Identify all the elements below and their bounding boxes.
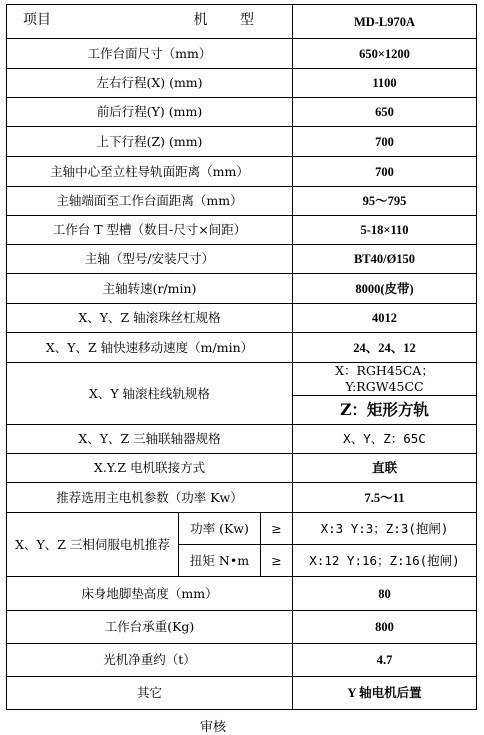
- coupling-value: X、Y、Z：65C: [293, 425, 477, 454]
- header-label-cell: [7, 5, 293, 39]
- servo-label: X、Y、Z 三相伺服电机推荐: [7, 513, 179, 577]
- guide-rail-row: [7, 363, 477, 396]
- row-label: 工作台面尺寸（mm）: [7, 39, 293, 69]
- connection-value: 直联: [293, 454, 477, 483]
- row-value: 95～795: [293, 187, 477, 216]
- table-row: [7, 157, 477, 187]
- row-label: 左右行程(X) (mm): [7, 69, 293, 98]
- spec-table: [6, 4, 477, 710]
- spindle-motor-label: 推荐选用主电机参数（功率 Kw）: [7, 483, 293, 513]
- guide-rail-value-z: Z：矩形方轨: [293, 396, 477, 425]
- guide-rail-value-xy: X：RGH45CA；Y:RGW45CC: [293, 363, 477, 396]
- row-label: 上下行程(Z) (mm): [7, 127, 293, 157]
- row-value: 24、24、12: [293, 333, 477, 363]
- row-value: 80: [293, 577, 477, 611]
- table-row: [7, 425, 477, 454]
- row-label: 其它: [7, 677, 293, 710]
- row-value: BT40/Ø150: [293, 245, 477, 274]
- row-label: 主轴转速(r/min): [7, 274, 293, 304]
- table-row: [7, 333, 477, 363]
- servo-torque-value: X:12 Y:16；Z:16(抱闸): [293, 545, 477, 577]
- row-label: X、Y、Z 轴滚珠丝杠规格: [7, 304, 293, 333]
- row-label: X、Y、Z 轴快速移动速度（m/min）: [7, 333, 293, 363]
- row-label: 主轴端面至工作台面距离（mm）: [7, 187, 293, 216]
- row-value: Y 轴电机后置: [293, 677, 477, 710]
- table-row: [7, 644, 477, 677]
- row-value: 5-18×110: [293, 216, 477, 245]
- guide-rail-label: X、Y 轴滚柱线轨规格: [7, 363, 293, 425]
- row-label: 工作台 T 型槽（数目-尺寸×间距）: [7, 216, 293, 245]
- table-row: [7, 98, 477, 127]
- table-row: [7, 216, 477, 245]
- servo-power-symbol: ≥: [261, 513, 293, 545]
- table-row: [7, 187, 477, 216]
- row-label: 主轴中心至立柱导轨面距离（mm）: [7, 157, 293, 187]
- table-row: [7, 245, 477, 274]
- servo-row-power: [7, 513, 477, 545]
- row-value: 800: [293, 611, 477, 644]
- row-value: 1100: [293, 69, 477, 98]
- servo-power-label: 功率 (Kw): [179, 513, 261, 545]
- row-value: 4012: [293, 304, 477, 333]
- servo-torque-label: 扭矩 N•m: [179, 545, 261, 577]
- table-row: [7, 483, 477, 513]
- row-label: 主轴（型号/安装尺寸）: [7, 245, 293, 274]
- spindle-motor-value: 7.5～11: [293, 483, 477, 513]
- table-row: [7, 611, 477, 644]
- connection-label: X.Y.Z 电机联接方式: [7, 454, 293, 483]
- servo-torque-symbol: ≥: [261, 545, 293, 577]
- table-row: [7, 274, 477, 304]
- table-row: [7, 127, 477, 157]
- row-value: 8000(皮带): [293, 274, 477, 304]
- row-label: 床身地脚垫高度（mm）: [7, 577, 293, 611]
- table-row: [7, 39, 477, 69]
- footer-review-label: 审核: [200, 720, 227, 735]
- header-row: [7, 5, 477, 39]
- table-row: [7, 304, 477, 333]
- row-value: 4.7: [293, 644, 477, 677]
- row-label: 光机净重约（t）: [7, 644, 293, 677]
- row-label: 前后行程(Y) (mm): [7, 98, 293, 127]
- table-row: [7, 454, 477, 483]
- table-row: [7, 69, 477, 98]
- table-row: [7, 677, 477, 710]
- coupling-label: X、Y、Z 三轴联轴器规格: [7, 425, 293, 454]
- row-value: 650×1200: [293, 39, 477, 69]
- row-label: 工作台承重(Kg): [7, 611, 293, 644]
- header-model-label: 机 型: [193, 12, 268, 28]
- table-row: [7, 577, 477, 611]
- row-value: 650: [293, 98, 477, 127]
- row-value: 700: [293, 127, 477, 157]
- header-item-label: 项目: [23, 12, 51, 28]
- row-value: 700: [293, 157, 477, 187]
- servo-power-value: X:3 Y:3；Z:3(抱闸): [293, 513, 477, 545]
- header-model-value: MD-L970A: [293, 5, 477, 39]
